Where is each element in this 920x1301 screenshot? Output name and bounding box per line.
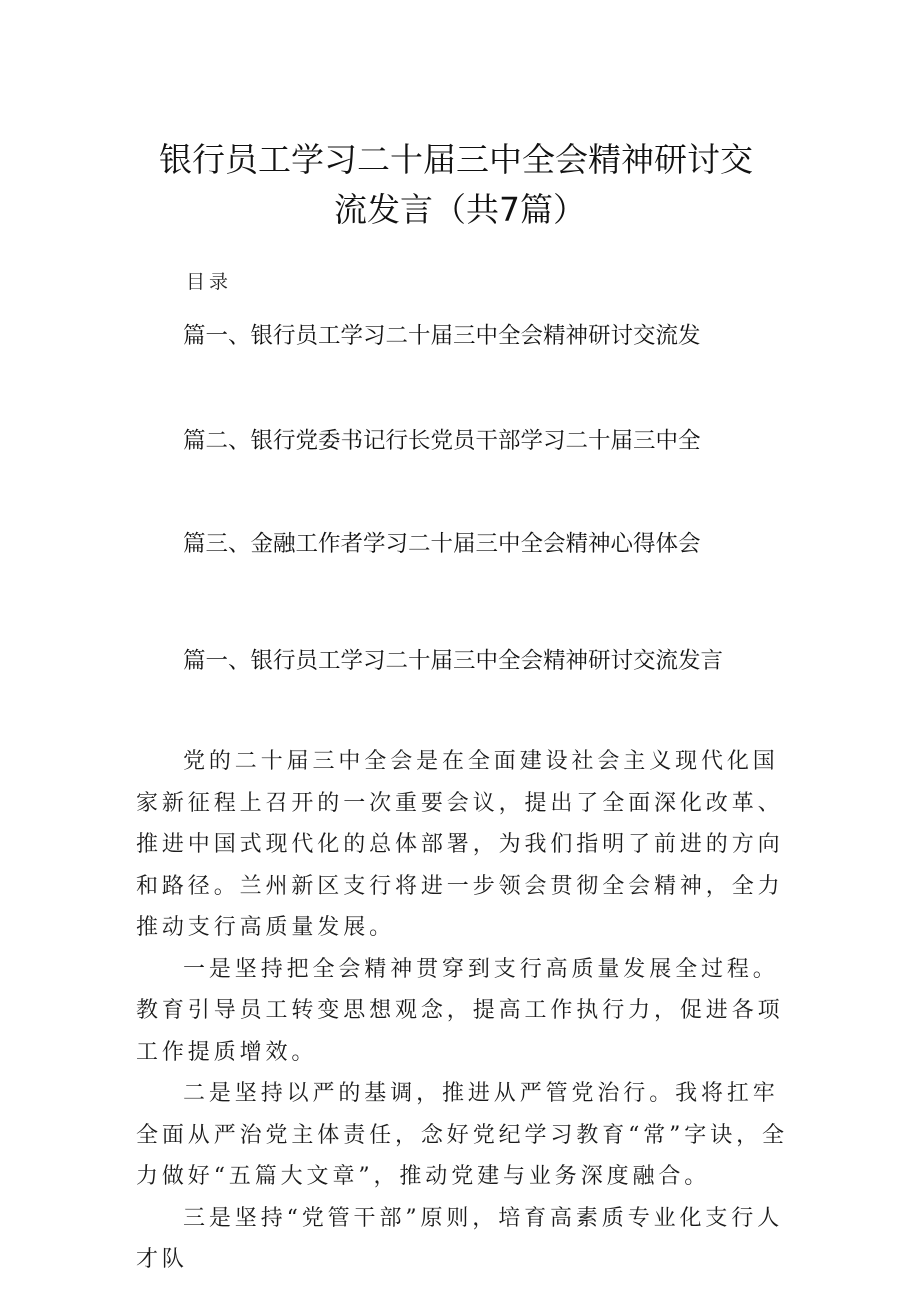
paragraph-3: 二是坚持以严的基调，推进从严管党治行。我将扛牢全面从严治党主体责任，念好党纪学习教育“常”字诀，全力做好“五篇大文章”，推动党建与业务深度融合。 bbox=[136, 1081, 788, 1189]
body-text bbox=[136, 741, 796, 1281]
toc-item-1: 篇一、银行员工学习二十届三中全会精神研讨交流发 bbox=[183, 323, 701, 349]
toc-item-2: 篇二、银行党委书记行长党员干部学习二十届三中全 bbox=[183, 428, 701, 454]
document-title-line-1: 银行员工学习二十届三中全会精神研讨交 bbox=[159, 140, 753, 179]
document-title-line-2: 流发言（共7篇） bbox=[334, 190, 586, 229]
toc-item-3: 篇三、金融工作者学习二十届三中全会精神心得体会 bbox=[183, 531, 701, 557]
section-heading: 篇一、银行员工学习二十届三中全会精神研讨交流发言 bbox=[183, 648, 724, 674]
paragraph-1: 党的二十届三中全会是在全面建设社会主义现代化国家新征程上召开的一次重要会议，提出了全面深化改革、推进中国式现代化的总体部署，为我们指明了前进的方向和路径。兰州新区支行将进一步领会贯彻全会精神，全力推动支行高质量发展。 bbox=[136, 749, 784, 940]
paragraph-2: 一是坚持把全会精神贯穿到支行高质量发展全过程。教育引导员工转变思想观念，提高工作执行力，促进各项工作提质增效。 bbox=[136, 956, 784, 1065]
toc-label: 目录 bbox=[186, 271, 233, 293]
paragraph-4: 三是坚持“党管干部”原则，培育高素质专业化支行人才队 bbox=[136, 1205, 784, 1272]
